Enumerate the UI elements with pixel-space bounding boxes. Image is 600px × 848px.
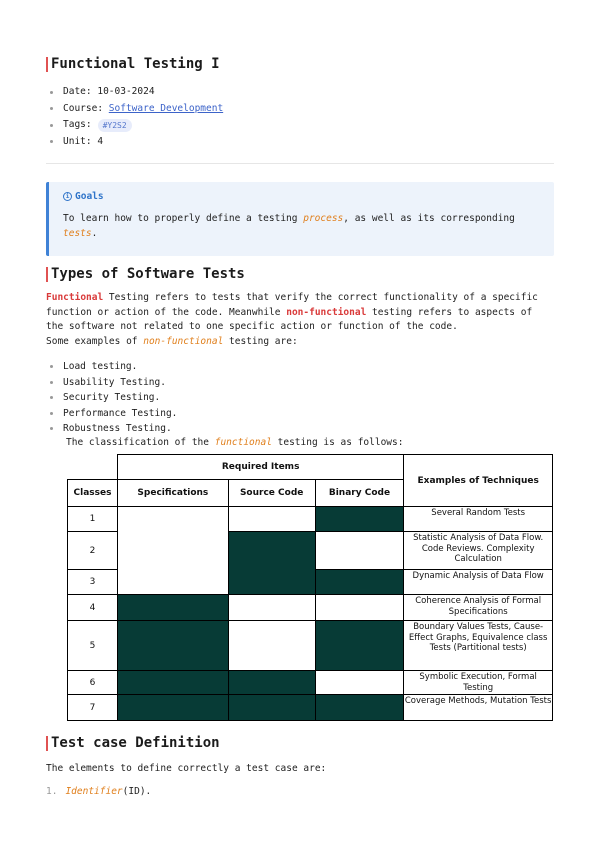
bullet-dot-icon <box>50 427 53 430</box>
list-item: Security Testing. <box>50 390 177 406</box>
bullet-dot-icon <box>50 140 53 143</box>
column-header: Specifications <box>117 480 228 507</box>
ordered-list-item: 1. Identifier (ID). <box>46 786 152 797</box>
callout-text: To learn how to properly define a testing process, as well as its corresponding tests. <box>63 213 515 239</box>
horizontal-divider <box>46 163 554 164</box>
column-header: Binary Code <box>315 480 404 507</box>
classification-table <box>67 454 553 721</box>
empty-corner-cell <box>68 455 118 480</box>
filled-cell <box>315 570 404 595</box>
examples-header: Examples of Techniques <box>404 455 553 507</box>
callout-title: i Goals <box>63 191 104 202</box>
types-paragraph: Functional Testing refers to tests that verify the correct functionality of a specific function or action of the code. Meanwhile non-functional testing refers to aspects of the software not related to one specific action or function of the code. Some examples of non-functional testing are: <box>46 292 538 347</box>
meta-unit: Unit: 4 <box>50 134 223 151</box>
classification-intro: The classification of the functional testing is as follows: <box>66 437 404 448</box>
table-row: 6 Symbolic Execution, Formal Testing <box>68 671 553 695</box>
required-items-header: Required Items <box>117 455 403 480</box>
table-header-row <box>68 455 553 480</box>
metadata-list <box>50 84 223 150</box>
goals-callout <box>46 182 554 256</box>
filled-cell <box>228 695 315 721</box>
bullet-dot-icon <box>50 365 53 368</box>
filled-cell <box>117 621 228 671</box>
bullet-dot-icon <box>50 124 53 127</box>
table-row: 2 Statistic Analysis of Data Flow. Code Reviews. Complexity Calculation <box>68 532 553 570</box>
bullet-dot-icon <box>50 396 53 399</box>
table-row: 1 Several Random Tests <box>68 507 553 532</box>
bullet-dot-icon <box>50 381 53 384</box>
heading-accent-bar <box>46 267 48 282</box>
table-row: 4 Coherence Analysis of Formal Specifications <box>68 595 553 621</box>
filled-cell <box>315 695 404 721</box>
section-heading-types: Types of Software Tests <box>46 266 245 282</box>
bullet-dot-icon <box>50 91 53 94</box>
filled-cell <box>315 621 404 671</box>
page-title <box>46 56 220 72</box>
filled-cell <box>315 507 404 532</box>
filled-cell <box>117 695 228 721</box>
filled-cell <box>117 671 228 695</box>
info-icon: i <box>63 192 72 201</box>
test-case-intro: The elements to define correctly a test case are: <box>46 763 327 774</box>
non-functional-list <box>50 359 177 437</box>
table-row: 5 Boundary Values Tests, Cause-Effect Graphs, Equivalence class Tests (Partitional tests) <box>68 621 553 671</box>
filled-cell <box>228 671 315 695</box>
meta-course: Course: Software Development <box>50 101 223 118</box>
filled-cell <box>228 532 315 595</box>
bullet-dot-icon <box>50 107 53 110</box>
filled-cell <box>117 595 228 621</box>
meta-date: Date: 10-03-2024 <box>50 84 223 101</box>
table-row: 7 Coverage Methods, Mutation Tests <box>68 695 553 721</box>
page-title-text: Functional Testing I <box>51 56 220 72</box>
heading-accent-bar <box>46 736 48 751</box>
table-row: 3 Dynamic Analysis of Data Flow <box>68 570 553 595</box>
bullet-dot-icon <box>50 412 53 415</box>
list-item: Usability Testing. <box>50 375 177 391</box>
list-item: Robustness Testing. <box>50 421 177 437</box>
column-header: Source Code <box>228 480 315 507</box>
list-item: Load testing. <box>50 359 177 375</box>
section-heading-test-case: Test case Definition <box>46 735 220 751</box>
tag-badge[interactable]: #Y2S2 <box>98 119 132 132</box>
heading-accent-bar <box>46 57 48 72</box>
meta-tags: Tags: #Y2S2 <box>50 117 223 134</box>
column-header: Classes <box>68 480 118 507</box>
list-item: Performance Testing. <box>50 406 177 422</box>
course-link[interactable]: Software Development <box>108 102 224 114</box>
